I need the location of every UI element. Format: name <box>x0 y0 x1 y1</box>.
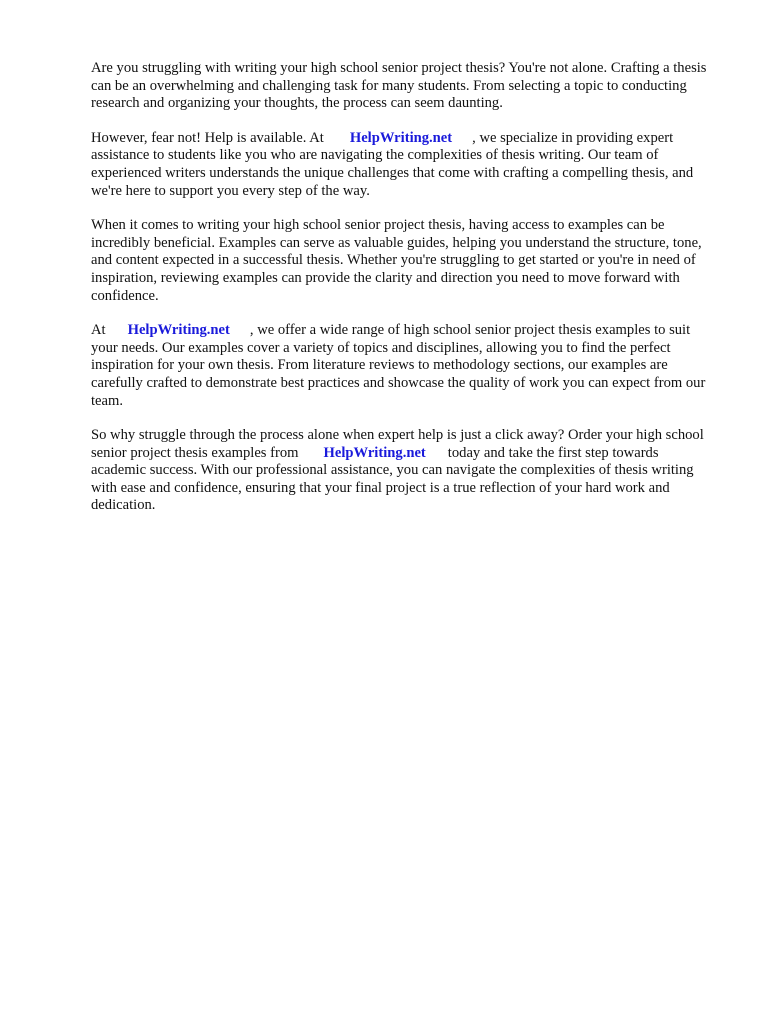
paragraph-help-after: , we specialize in providing expert assistance to students like you who are navigating the complexities of thesis writing. Our team of experienced writers understands the unique challenges that come with crafting a compelling thesis, and we're here to support you every step of the way. <box>91 129 694 199</box>
paragraph-intro-text: Are you struggling with writing your high school senior project thesis? You're not alone. Crafting a thesis can be an overwhelming and challenging task for many students. From selecting a topic to conducting research and organizing your thoughts, the process can seem daunting. <box>91 60 707 112</box>
paragraph-examples-text: When it comes to writing your high school senior project thesis, having access to examples can be incredibly beneficial. Examples can serve as valuable guides, helping you understand the structure, tone, and content expected in a successful thesis. Whether you're struggling to get started or you're in need of inspiration, reviewing examples can provide the clarity and direction you need to move forward with confidence. <box>91 217 702 304</box>
paragraph-offer-after: , we offer a wide range of high school senior project thesis examples to suit your needs. Our examples cover a variety of topics and disciplines, allowing you to find the perfect inspiration for your own thesis. From literature reviews to methodology sections, our examples are carefully crafted to demonstrate best practices and showcase the quality of work you can expect from our team. <box>91 322 706 409</box>
helpwriting-link[interactable]: HelpWriting.net <box>323 444 426 461</box>
paragraph-order-after: today and take the first step towards academic success. With our professional assistance, you can navigate the complexities of thesis writing with ease and confidence, ensuring that your final project is a true reflection of your hard work and dedication. <box>91 444 694 514</box>
paragraph-intro <box>91 60 711 113</box>
paragraph-help-before: However, fear not! Help is available. At <box>91 129 324 146</box>
paragraph-order <box>91 427 711 515</box>
paragraph-offer-before: At <box>91 322 106 339</box>
paragraph-order-before: So why struggle through the process alone when expert help is just a click away? Order your high school senior project thesis examples from <box>91 427 704 461</box>
paragraph-examples <box>91 217 711 305</box>
helpwriting-link[interactable]: HelpWriting.net <box>127 322 230 339</box>
document-page <box>91 60 711 532</box>
paragraph-help <box>91 130 711 200</box>
paragraph-offer <box>91 322 711 410</box>
helpwriting-link[interactable]: HelpWriting.net <box>349 129 453 146</box>
